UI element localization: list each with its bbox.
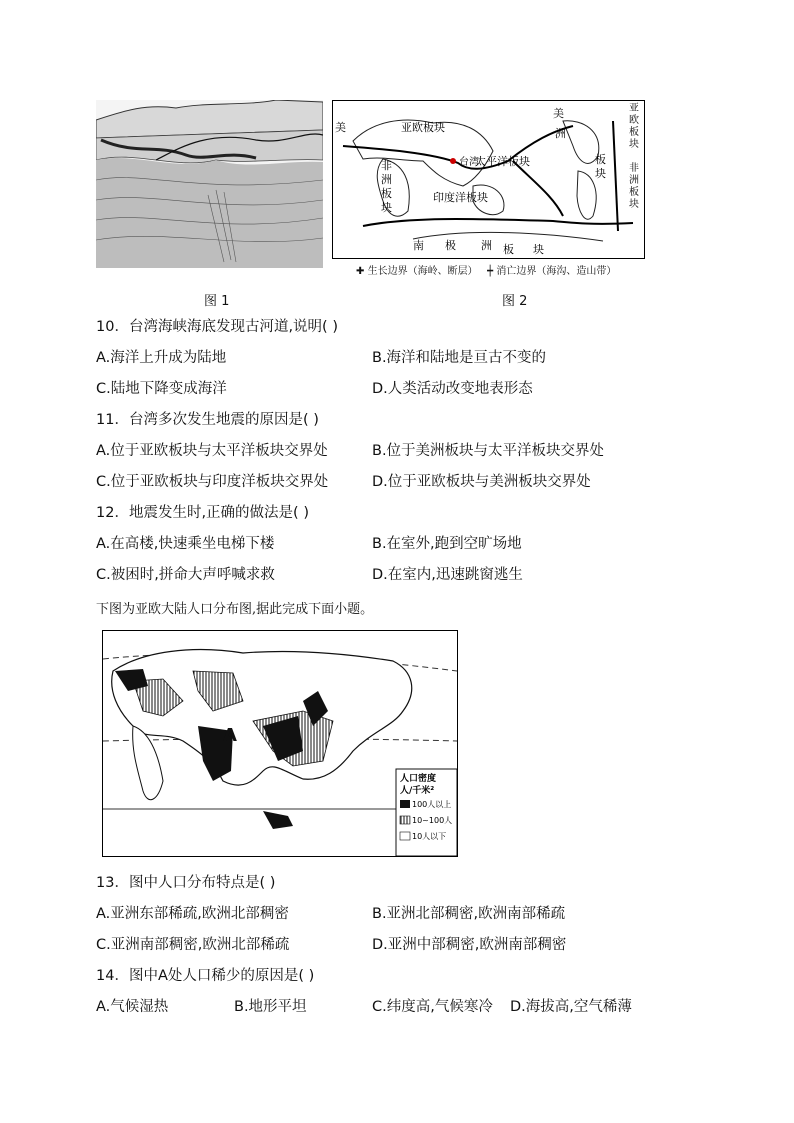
label-africa-right-4: 块 xyxy=(629,199,639,210)
label-africa-2: 洲 xyxy=(381,173,392,186)
q12-option-c[interactable]: C.被困时,拼命大声呼喊求救 xyxy=(96,567,275,583)
label-antarctic-1: 南 xyxy=(413,239,424,252)
map-legend-high: 100人以上 xyxy=(412,800,452,809)
label-america-top: 美 xyxy=(553,107,564,120)
q14-option-d[interactable]: D.海拔高,空气稀薄 xyxy=(510,999,632,1015)
label-indian-plate: 印度洋板块 xyxy=(433,191,488,204)
legend-growth: 生长边界（海岭、断层） xyxy=(367,266,478,277)
q11-option-a[interactable]: A.位于亚欧板块与太平洋板块交界处 xyxy=(96,443,328,459)
question-14-stem: 14．图中A处人口稀少的原因是( ) xyxy=(96,968,315,984)
q13-option-b[interactable]: B.亚洲北部稠密,欧洲南部稀疏 xyxy=(372,906,566,922)
label-antarctic-2: 极 xyxy=(445,239,456,252)
label-america-left: 美 xyxy=(335,121,346,134)
growth-boundary-icon: ✚ xyxy=(356,266,365,277)
question-13-stem: 13．图中人口分布特点是( ) xyxy=(96,875,276,891)
label-africa-right-2: 洲 xyxy=(629,175,639,186)
label-america-zhou: 洲 xyxy=(555,127,566,140)
label-africa-4: 块 xyxy=(381,201,392,214)
label-africa-1: 非 xyxy=(381,159,392,172)
taiwan-marker-icon xyxy=(450,158,456,164)
legend-mid-swatch xyxy=(400,816,410,824)
q12-option-b[interactable]: B.在室外,跑到空旷场地 xyxy=(372,536,522,552)
label-antarctic-4: 板 xyxy=(503,243,514,256)
q12-option-a[interactable]: A.在高楼,快速乘坐电梯下楼 xyxy=(96,536,275,552)
q10-option-a[interactable]: A.海洋上升成为陆地 xyxy=(96,350,227,366)
map-legend-title: 人口密度 xyxy=(400,774,437,784)
label-eurasia-right-2: 欧 xyxy=(629,115,639,126)
map-legend-low: 10人以下 xyxy=(412,832,447,841)
map-point-a: A xyxy=(223,725,237,746)
label-antarctic-3: 洲 xyxy=(481,239,492,252)
figure-1-image xyxy=(96,100,323,268)
label-africa-3: 板 xyxy=(381,187,392,200)
q14-option-c[interactable]: C.纬度高,气候寒冷 xyxy=(372,999,493,1015)
legend-low-swatch xyxy=(400,832,410,840)
label-antarctic-5: 块 xyxy=(533,243,544,256)
q11-option-d[interactable]: D.位于亚欧板块与美洲板块交界处 xyxy=(372,474,591,490)
q13-option-a[interactable]: A.亚洲东部稀疏,欧洲北部稠密 xyxy=(96,906,289,922)
map-legend-unit: 人/千米² xyxy=(400,786,435,796)
label-pacific-plate: 太平洋板块 xyxy=(475,155,530,168)
q13-option-c[interactable]: C.亚洲南部稠密,欧洲北部稀疏 xyxy=(96,937,290,953)
q12-option-d[interactable]: D.在室内,迅速跳窗逃生 xyxy=(372,567,523,583)
q11-option-b[interactable]: B.位于美洲板块与太平洋板块交界处 xyxy=(372,443,605,459)
legend-high-swatch xyxy=(400,800,410,808)
label-banban-2: 块 xyxy=(595,167,606,180)
destruct-boundary-icon: ┿ xyxy=(487,266,494,277)
figure-2-plate-map xyxy=(332,100,645,259)
q10-option-b[interactable]: B.海洋和陆地是亘古不变的 xyxy=(372,350,547,366)
population-map xyxy=(102,630,458,857)
figure-2-legend xyxy=(356,262,656,277)
label-taiwan: 台湾 xyxy=(459,157,479,168)
figure-2-caption: 图 2 xyxy=(502,294,528,309)
q11-option-c[interactable]: C.位于亚欧板块与印度洋板块交界处 xyxy=(96,474,329,490)
map-intro-text: 下图为亚欧大陆人口分布图,据此完成下面小题。 xyxy=(96,602,374,617)
q14-option-b[interactable]: B.地形平坦 xyxy=(234,999,307,1015)
figure-1-caption: 图 1 xyxy=(204,294,230,309)
label-banban-1: 板 xyxy=(595,153,606,166)
q10-option-d[interactable]: D.人类活动改变地表形态 xyxy=(372,381,533,397)
label-eurasia-right-1: 亚 xyxy=(629,103,639,114)
question-10-stem: 10．台湾海峡海底发现古河道,说明( ) xyxy=(96,319,338,335)
map-legend-mid: 10~100人 xyxy=(412,816,453,825)
q14-option-a[interactable]: A.气候湿热 xyxy=(96,999,169,1015)
label-africa-right-3: 板 xyxy=(629,187,639,198)
legend-destruct: 消亡边界（海沟、造山带） xyxy=(496,266,617,277)
label-eurasian-plate: 亚欧板块 xyxy=(401,121,445,134)
label-eurasia-right-3: 板 xyxy=(629,127,639,138)
label-africa-right-1: 非 xyxy=(629,163,639,174)
question-12-stem: 12．地震发生时,正确的做法是( ) xyxy=(96,505,309,521)
label-eurasia-right-4: 块 xyxy=(629,139,639,150)
question-11-stem: 11．台湾多次发生地震的原因是( ) xyxy=(96,412,319,428)
q10-option-c[interactable]: C.陆地下降变成海洋 xyxy=(96,381,227,397)
q13-option-d[interactable]: D.亚洲中部稠密,欧洲南部稠密 xyxy=(372,937,567,953)
